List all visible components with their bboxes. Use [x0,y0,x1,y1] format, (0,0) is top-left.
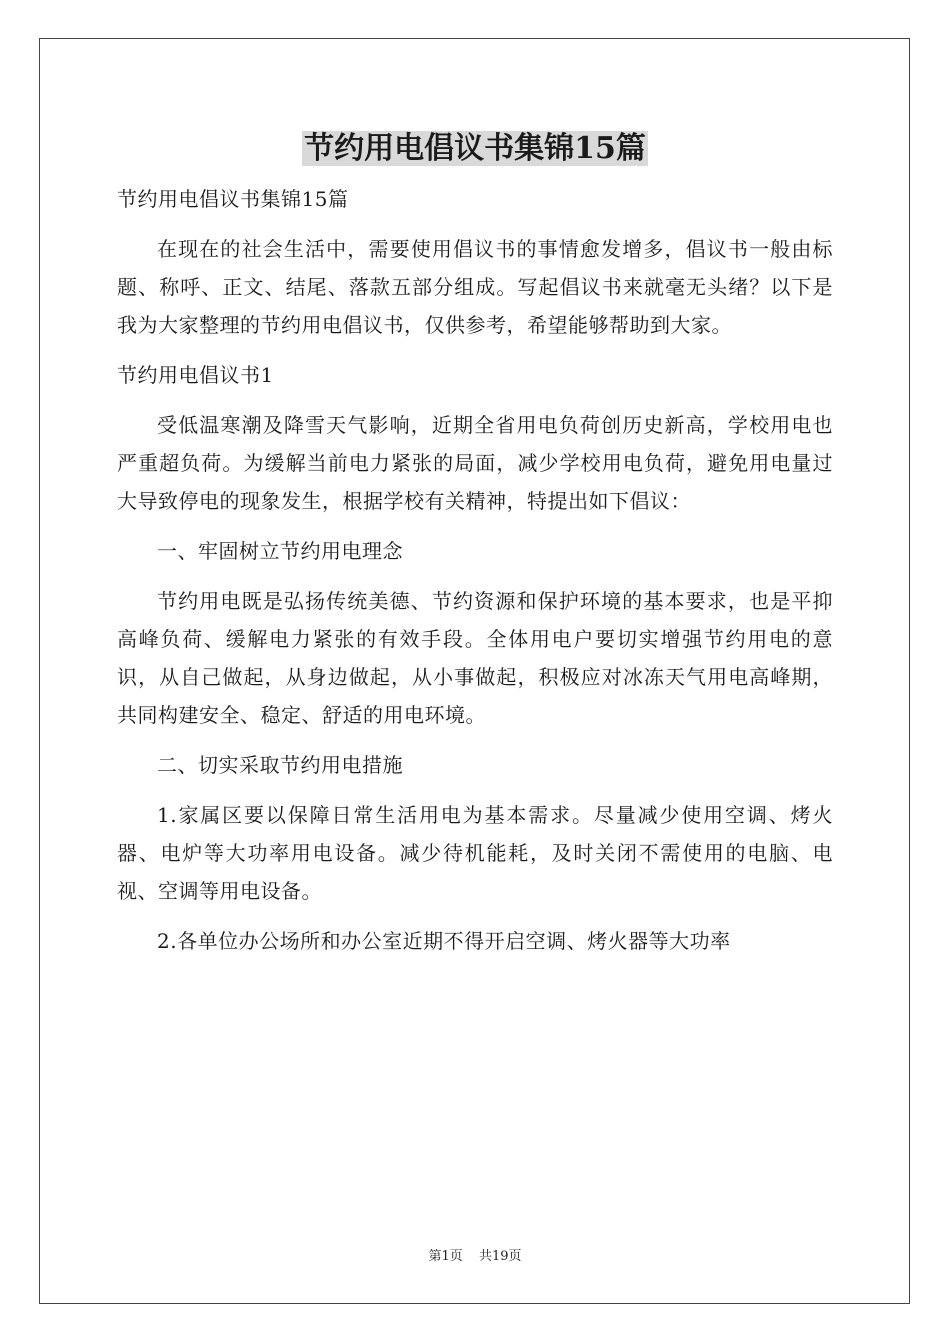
paragraph: 2.各单位办公场所和办公室近期不得开启空调、烤火器等大功率 [157,929,731,953]
total-pages: 共19页 [478,1249,522,1264]
page-footer [0,1248,950,1266]
section-heading: 节约用电倡议书1 [117,363,274,387]
section-subheading: 二、切实采取节约用电措施 [157,753,403,777]
paragraph: 节约用电既是弘扬传统美德、节约资源和保护环境的基本要求，也是平抑高峰负荷、缓解电力紧张的有效手段。全体用电户要切实增强节约用电的意识，从自己做起，从身边做起，从小事做起，积极应对冰冻天气用电高峰期，共同构建安全、稳定、舒适的用电环境。 [117,589,833,727]
document-title-text: 节约用电倡议书集锦15篇 [304,131,646,166]
section-subheading: 一、牢固树立节约用电理念 [157,539,403,563]
document-title [0,127,950,171]
document-body [117,180,833,972]
paragraph: 受低温寒潮及降雪天气影响，近期全省用电负荷创历史新高，学校用电也严重超负荷。为缓解当前电力紧张的局面，减少学校用电负荷，避免用电量过大导致停电的现象发生，根据学校有关精神，特提出如下倡议： [117,413,833,513]
paragraph: 在现在的社会生活中，需要使用倡议书的事情愈发增多，倡议书一般由标题、称呼、正文、结尾、落款五部分组成。写起倡议书来就毫无头绪？以下是我为大家整理的节约用电倡议书，仅供参考，希望能够帮助到大家。 [117,237,833,337]
paragraph: 节约用电倡议书集锦15篇 [117,187,349,211]
paragraph: 1.家属区要以保障日常生活用电为基本需求。尽量减少使用空调、烤火器、电炉等大功率用电设备。减少待机能耗，及时关闭不需使用的电脑、电视、空调等用电设备。 [117,803,833,903]
page-number: 第1页 [428,1249,463,1264]
